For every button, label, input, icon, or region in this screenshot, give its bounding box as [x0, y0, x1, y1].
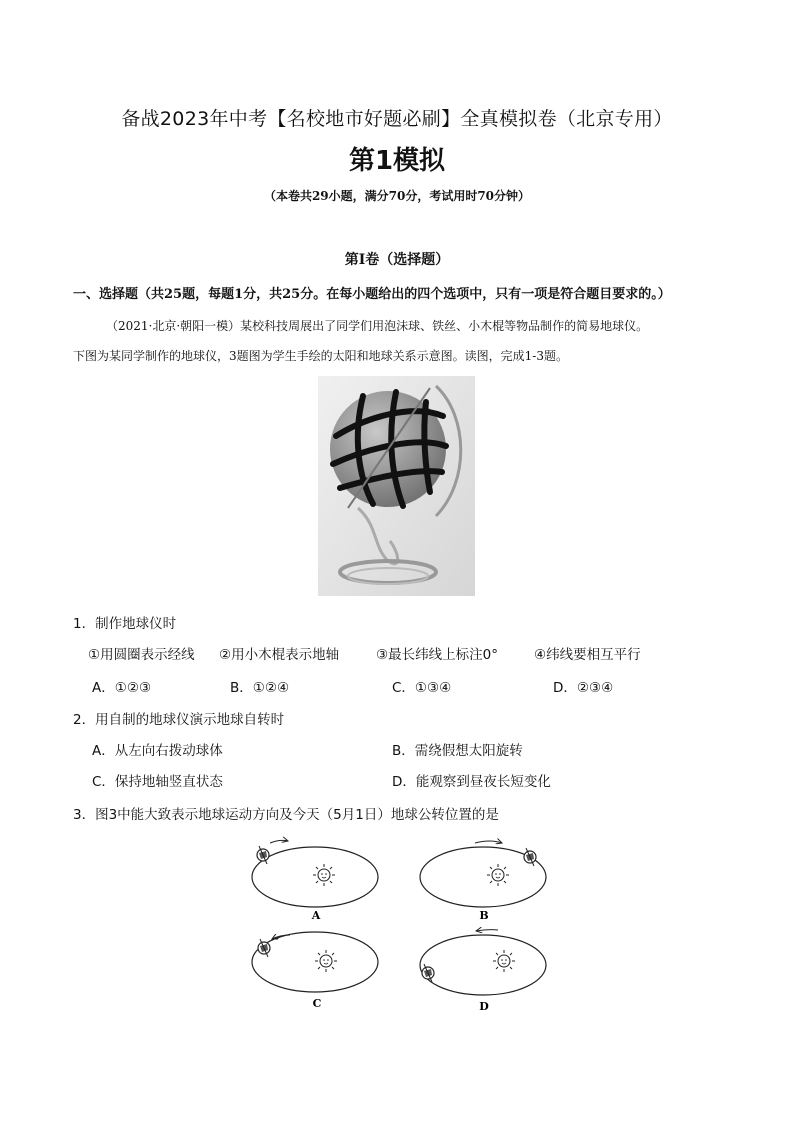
label-d: D [479, 1000, 489, 1013]
diagram-d [420, 930, 546, 1013]
q2-option-b[interactable]: B．需绕假想太阳旋转 [392, 743, 523, 759]
question-3-stem: 3．图3中能大致表示地球运动方向及今天（5月1日）地球公转位置的是 [73, 807, 499, 823]
question-1-stem: 1．制作地球仪时 [73, 616, 177, 632]
label-b: B [479, 909, 489, 922]
q1-option-a[interactable]: A．①②③ [92, 680, 152, 696]
q1-statement-4: ④纬线要相互平行 [534, 647, 641, 663]
diagram-b [420, 841, 546, 922]
q1-statement-2: ②用小木棍表示地轴 [219, 647, 340, 663]
globe-photo [318, 376, 475, 596]
section-title: 第I卷（选择题） [344, 252, 450, 268]
exam-subtitle: （本卷共29小题，满分70分，考试用时70分钟） [263, 189, 531, 203]
page-title: 第1模拟 [348, 146, 446, 176]
q1-statement-1: ①用圆圈表示经线 [88, 647, 195, 663]
orbit-figure [240, 835, 570, 1015]
exam-header: 备战2023年中考【名校地市好题必刷】全真模拟卷（北京专用） [121, 108, 673, 130]
intro-line-1: （2021·北京·朝阳一模）某校科技周展出了同学们用泡沫球、铁丝、小木棍等物品制作的简易地球仪。 [106, 319, 649, 333]
globe-illustration [318, 376, 475, 596]
diagram-c [252, 932, 378, 1010]
q2-option-a[interactable]: A．从左向右拨动球体 [92, 743, 223, 759]
label-c: C [312, 997, 322, 1010]
q2-option-d[interactable]: D．能观察到昼夜长短变化 [392, 774, 551, 790]
q2-option-c[interactable]: C．保持地轴竖直状态 [92, 774, 223, 790]
q1-option-d[interactable]: D．②③④ [553, 680, 614, 696]
q1-option-c[interactable]: C．①③④ [392, 680, 452, 696]
q1-option-b[interactable]: B．①②④ [230, 680, 290, 696]
question-2-stem: 2．用自制的地球仪演示地球自转时 [73, 712, 285, 728]
diagram-a [252, 840, 378, 922]
label-a: A [311, 909, 321, 922]
intro-line-2: 下图为某同学制作的地球仪，3题图为学生手绘的太阳和地球关系示意图。读图，完成1-3题。 [73, 349, 568, 363]
q1-statement-3: ③最长纬线上标注0° [376, 647, 498, 663]
part-heading: 一、选择题（共25题，每题1分，共25分。在每小题给出的四个选项中，只有一项是符合题目要求的。） [73, 287, 671, 302]
